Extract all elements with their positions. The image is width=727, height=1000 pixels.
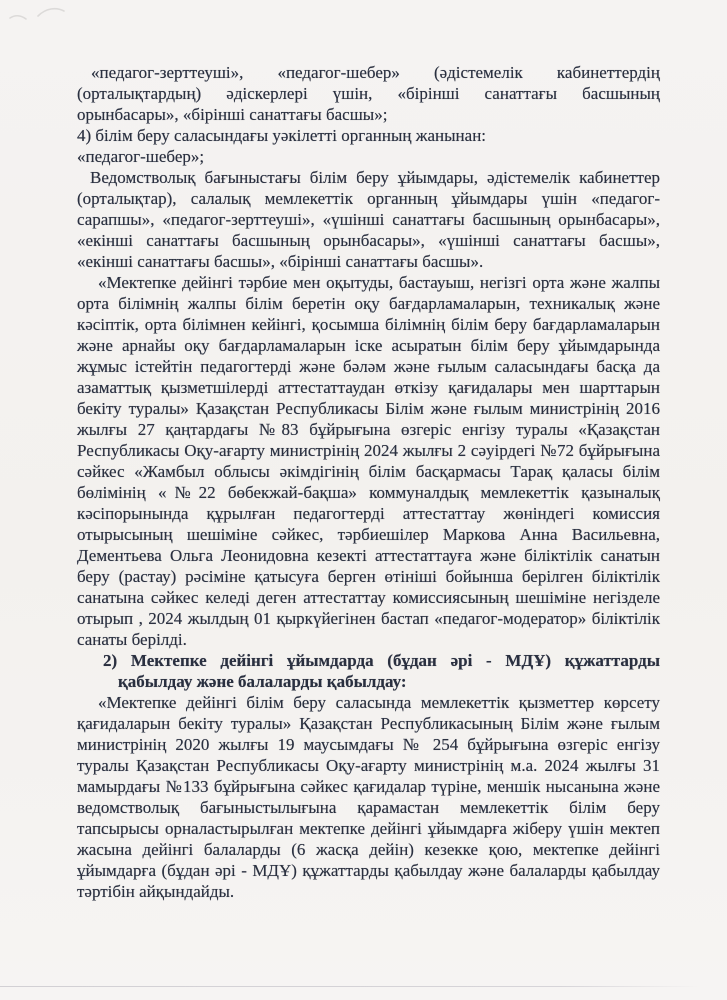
pencil-mark-artifact xyxy=(8,2,80,28)
section-heading-2: 2) Мектепке дейінгі ұйымдарда (бұдан әрі - МДҰ) құжаттарды қабылдау және балаларды қабылдау: xyxy=(103,651,660,691)
list-item-4: 4) білім беру саласындағы уәкілетті органның жанынан: xyxy=(77,126,487,145)
scan-edge-line xyxy=(0,986,700,987)
letter-body xyxy=(77,62,660,902)
paragraph-vedomstvolyk: Ведомстволық бағыныстағы білім беру ұйымдары, әдістемелік кабинеттер (орталықтар), салалық мемлекеттік органның ұйымдары үшін «педагог-сарапшы», «педагог-зерттеуші», «үшінші санаттағы басшының орынбасары», «екінші санаттағы басшының орынбасары», «үшінші санаттағы басшы», «екінші санаттағы басшы», «бірінші санаттағы басшы». xyxy=(77,168,660,271)
paragraph-attestation-decision: «Мектепке дейінгі тәрбие мен оқытуды, бастауыш, негізгі орта және жалпы орта білімнің жалпы білім беретін оқу бағдарламаларын, техникалық және кәсіптік, орта білімнен кейінгі, қосымша білімнің білім беру бағдарламаларын және арнайы оқу бағдарламаларын іске асыратын білім беру ұйымдарында жұмыс істейтін педагогтерді және бәләм және ғылым саласындағы басқа да азаматтық қызметшілерді аттестаттаудан өткізу қағидалары мен шарттарын бекіту туралы» Қазақстан Республикасы Білім және ғылым министрінің 2016 жылғы 27 қаңтардағы №83 бұйрығына өзгеріс енгізу туралы «Қазақстан Республикасы Оқу-ағарту министрінің 2024 жылғы 2 сәуірдегі №72 бұйрығына сәйкес «Жамбыл облысы әкімдігінің білім басқармасы Тарақ қаласы білім бөлімінің «№22 бөбекжай-бақша» коммуналдық мемлекеттік қазыналық кәсіпорынында құрылған педагогтерді аттестаттау жөніндегі комиссия отырысының шешіміне сәйкес, тәрбиешілер Маркова Анна Васильевна, Дементьева Ольга Леонидовна кезекті аттестаттауға және біліктілік санатын беру (растау) рәсіміне қатысуға берген өтініші бойынша берілген біліктілік санатына сәйкес келеді деген аттестаттау комиссиясының шешіміне негізделе отырып , 2024 жылдың 01 қыркүйегінен бастап «педагог-модератор» біліктілік санаты берілді. xyxy=(77,273,660,649)
paragraph-categories-continuation: «педагог-зерттеуші», «педагог-шебер» (әдістемелік кабинеттердің (орталықтардың) әдіскерлері үшін, «бірінші санаттағы басшының орынбасары», «бірінші санаттағы басшы»; xyxy=(77,63,660,124)
line-pedagog-sheber: «педагог-шебер»; xyxy=(77,147,205,166)
paragraph-mdu-rules: «Мектепке дейінгі білім беру саласында мемлекеттік қызметтер көрсету қағидаларын бекіту туралы» Қазақстан Республикасының Білім және ғылым министрінің 2020 жылғы 19 маусымдағы № 254 бұйрығына өзгеріс енгізу туралы Қазақстан Республикасы Оқу-ағарту министрінің м.а. 2024 жылғы 31 мамырдағы №133 бұйрығына сәйкес қағидалар түріне, меншік нысанына және ведомстволық бағыныстылығына қарамастан мемлекеттік білім беру тапсырысы орналастырылған мектепке дейінгі ұйымдарға жіберу үшін мектеп жасына дейінгі балаларды (6 жасқа дейін) кезекке қою, мектепке дейінгі ұйымдарға (бұдан әрі - МДҰ) құжаттарды қабылдау және балаларды қабылдау тәртібін айқындайды. xyxy=(77,693,660,901)
